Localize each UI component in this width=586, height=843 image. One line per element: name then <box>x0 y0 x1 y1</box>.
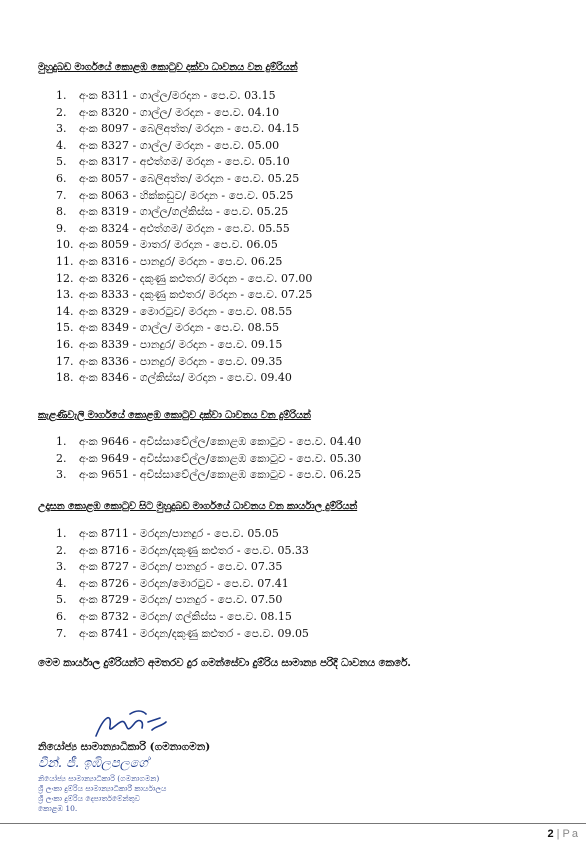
entry-text: අංක 8063 - හික්කඩුව/ මරදාන - පෙ.ව. 05.25 <box>79 188 294 202</box>
train-entry <box>56 434 361 451</box>
train-entry <box>56 626 309 643</box>
entry-text: අංක 9646 - අවිස්සාවේල්ල/කොළඹ කොටුව - පෙ.ව. 04.40 <box>79 435 362 448</box>
entry-text: අංක 8727 - මරදාන/ පානදුර - පෙ.ව. 07.35 <box>79 560 283 574</box>
entry-text: අංක 8319 - ගාල්ල/ගල්කිස්ස - පෙ.ව. 05.25 <box>79 205 289 219</box>
entry-text: අංක 8326 - දකුණු කළුතර/ මරදාන - පෙ.ව. 07.00 <box>79 271 313 285</box>
entry-number: 3. <box>56 468 67 482</box>
entry-number: 14. <box>56 304 74 318</box>
train-entry <box>56 559 309 576</box>
train-entry <box>56 576 309 593</box>
entry-number: 2. <box>56 543 67 557</box>
entry-number: 15. <box>56 321 74 335</box>
entry-number: 3. <box>56 560 67 574</box>
train-entry <box>56 592 309 609</box>
entry-text: අංක 8741 - මරදාන/දකුණු කළුතර - පෙ.ව. 09.05 <box>79 626 309 640</box>
train-entry <box>56 354 312 371</box>
stamp-line: ශ්‍රී ලංකා දුම්රිය දෙපාර්තමේන්තුව <box>38 794 141 803</box>
train-entry <box>56 609 309 626</box>
entry-number: 13. <box>56 288 74 302</box>
entry-number: 5. <box>56 593 67 607</box>
stamp-line: කොළඹ 10. <box>38 804 78 813</box>
entry-number: 18. <box>56 371 74 385</box>
entry-text: අංක 9649 - අවිස්සාවේල්ල/කොළඹ කොටුව - පෙ.ව. 05.30 <box>79 451 362 465</box>
entry-text: අංක 8327 - ගාල්ල/ මරදාන - පෙ.ව. 05.00 <box>79 138 280 152</box>
page-number: 2 <box>547 828 554 840</box>
train-entry <box>56 320 312 337</box>
entry-number: 7. <box>56 626 67 640</box>
entry-text: අංක 8097 - බෙලිඅත්ත/ මරදාන - පෙ.ව. 04.15 <box>79 122 300 136</box>
train-entry <box>56 138 312 155</box>
entry-number: 4. <box>56 576 67 590</box>
entry-number: 6. <box>56 171 67 185</box>
service-note: මෙම කාර්යාල දුම්රියන්ට අමතරව දුර ගමන්සේවා දුම්රිය සාමාන්‍ය පරිදි ධාවනය කෙරේ. <box>38 657 411 669</box>
train-entry <box>56 451 361 468</box>
section-heading-coastal-to-fort: මුහුදුබඩ මාර්ගයේ කොළඹ කොටුව දක්වා ධාවනය වන දුම්රියන් <box>38 62 298 73</box>
entry-number: 10. <box>56 238 74 252</box>
entry-text: අංක 8729 - මරදාන/ පානදුර - පෙ.ව. 07.50 <box>79 593 283 607</box>
entry-text: අංක 8349 - ගාල්ල/ මරදාන - පෙ.ව. 08.55 <box>79 321 280 335</box>
train-entry <box>56 467 361 484</box>
page-label: Pa <box>562 828 580 840</box>
train-entry <box>56 304 312 321</box>
entry-text: අංක 8057 - බෙලිඅත්ත/ මරදාන - පෙ.ව. 05.25 <box>79 171 300 185</box>
page-number-footer <box>548 828 580 840</box>
entry-text: අංක 8333 - දකුණු කළුතර/ මරදාන - පෙ.ව. 07.25 <box>79 288 313 302</box>
entry-text: අංක 8346 - ගල්කිස්ස/ මරදාන - පෙ.ව. 09.40 <box>79 371 292 385</box>
train-entry <box>56 105 312 122</box>
train-entry <box>56 154 312 171</box>
entry-text: අංක 8336 - පානදුර/ මරදාන - පෙ.ව. 09.35 <box>79 354 283 368</box>
entry-number: 16. <box>56 337 74 351</box>
entry-number: 5. <box>56 155 67 169</box>
train-entry <box>56 337 312 354</box>
section-heading-office-trains: උදෑසන කොළඹ කොටුව සිට මුහුදුබඩ මාර්ගයේ ධාවනය වන කාර්යාල දුම්රියන් <box>38 501 358 512</box>
entry-text: අංක 8316 - පානදුර/ මරදාන - පෙ.ව. 06.25 <box>79 254 283 268</box>
stamp-line: නියෝජ්‍ය සාමාන්‍යාධිකාරි (ගමනාගමන) <box>38 774 160 783</box>
entry-number: 2. <box>56 105 67 119</box>
entry-text: අංක 8339 - පානදුර/ මරදාන - පෙ.ව. 09.15 <box>79 337 283 351</box>
entry-text: අංක 8329 - මොරටුව/ මරදාන - පෙ.ව. 08.55 <box>79 304 293 318</box>
entry-number: 9. <box>56 221 67 235</box>
train-entry <box>56 526 309 543</box>
train-entry <box>56 204 312 221</box>
train-entry <box>56 370 312 387</box>
footer-divider <box>0 823 586 824</box>
entry-text: අංක 9651 - අවිස්සාවේල්ල/කොළඹ කොටුව - පෙ.ව. 06.25 <box>79 468 362 482</box>
entry-number: 1. <box>56 435 67 448</box>
entry-number: 6. <box>56 609 67 623</box>
entry-text: අංක 8711 - මරදාන/පානදුර - පෙ.ව. 05.05 <box>79 527 279 540</box>
entry-text: අංක 8716 - මරදාන/දකුණු කළුතර - පෙ.ව. 05.33 <box>79 543 309 557</box>
entry-number: 11. <box>56 254 74 268</box>
train-entry <box>56 221 312 238</box>
handwritten-signature <box>90 708 170 742</box>
coastal-line-train-list <box>56 88 312 387</box>
signatory-title: නියෝජ්‍ය සාමාන්‍යාධිකාරි (ගමනාගමන) <box>38 741 211 753</box>
entry-text: අංක 8726 - මරදාන/මොරටුව - පෙ.ව. 07.41 <box>79 576 289 590</box>
train-entry <box>56 188 312 205</box>
entry-number: 12. <box>56 271 74 285</box>
train-entry <box>56 237 312 254</box>
entry-text: අංක 8311 - ගාල්ල/මරදාන - පෙ.ව. 03.15 <box>79 89 276 102</box>
stamp-line: ශ්‍රී ලංකා දුම්රිය සාමාන්‍යාධිකාරී කාර්යාලය <box>38 784 167 793</box>
train-entry <box>56 543 309 560</box>
entry-number: 17. <box>56 354 74 368</box>
entry-number: 3. <box>56 122 67 136</box>
entry-number: 1. <box>56 527 67 540</box>
entry-text: අංක 8059 - මාතර/ මරදාන - පෙ.ව. 06.05 <box>79 238 278 252</box>
entry-text: අංක 8324 - අළුත්ගම/ මරදාන - පෙ.ව. 05.55 <box>79 221 290 235</box>
entry-number: 1. <box>56 89 67 102</box>
train-entry <box>56 121 312 138</box>
section-heading-kelani-valley: කැළණිවැලි මාර්ගයේ කොළඹ කොටුව දක්වා ධාවනය වන දුම්රියන් <box>38 410 311 421</box>
entry-number: 4. <box>56 138 67 152</box>
entry-number: 7. <box>56 188 67 202</box>
entry-text: අංක 8317 - අළුත්ගම/ මරදාන - පෙ.ව. 05.10 <box>79 155 290 169</box>
entry-number: 2. <box>56 451 67 465</box>
signatory-name: වීන්. ජී. ඉඹිලපලගේ <box>38 756 148 771</box>
train-entry <box>56 254 312 271</box>
entry-text: අංක 8320 - ගාල්ල/ මරදාන - පෙ.ව. 04.10 <box>79 105 280 119</box>
page-separator: | <box>556 828 560 840</box>
train-entry <box>56 287 312 304</box>
office-train-list <box>56 526 309 642</box>
entry-text: අංක 8732 - මරදාන/ ගල්කිස්ස - පෙ.ව. 08.15 <box>79 609 292 623</box>
kelani-valley-train-list <box>56 434 361 484</box>
train-entry <box>56 88 312 105</box>
entry-number: 8. <box>56 205 67 219</box>
train-entry <box>56 171 312 188</box>
train-entry <box>56 271 312 288</box>
